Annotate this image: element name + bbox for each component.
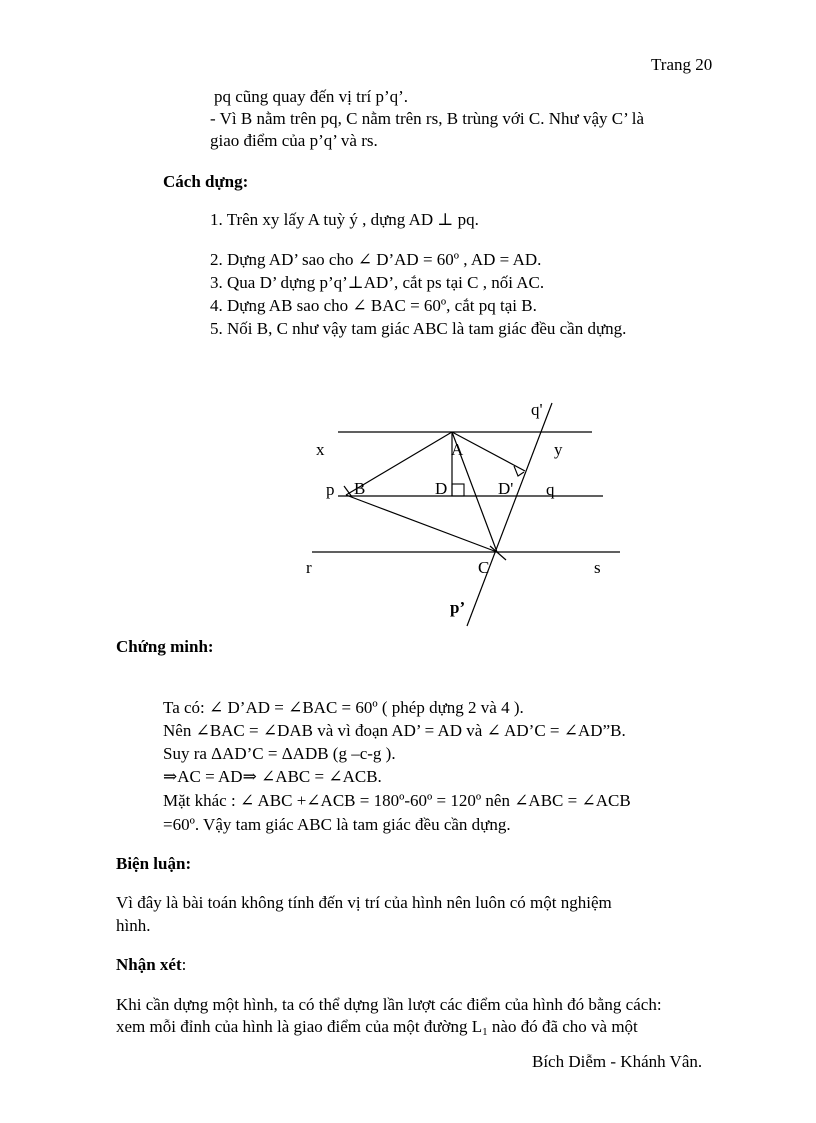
remark-line-2-a: xem mỗi đỉnh của hình là giao điểm của một đường L	[116, 1017, 483, 1036]
label-D: D	[435, 479, 448, 498]
proof-line-6: =60º. Vậy tam giác ABC là tam giác đều cần dựng.	[163, 815, 511, 834]
proof-line-1: Ta có: ∠ D’AD = ∠BAC = 60º ( phép dựng 2 và 4 ).	[163, 698, 524, 717]
label-q: q	[546, 480, 555, 499]
label-p: p	[326, 480, 335, 499]
footer-authors: Bích Diễm - Khánh Vân.	[532, 1052, 703, 1071]
construction-step-5: 5. Nối B, C như vậy tam giác ABC là tam giác đều cần dựng.	[210, 319, 627, 338]
label-C: C	[478, 558, 490, 577]
proof-heading: Chứng minh:	[116, 637, 214, 656]
remark-line-2	[116, 1016, 638, 1043]
remark-heading-text: Nhận xét	[116, 955, 182, 974]
label-x: x	[316, 440, 325, 459]
remark-line-1: Khi cần dựng một hình, ta có thể dựng lần lượt các điểm của hình đó bằng cách:	[116, 995, 662, 1014]
page-number: Trang 20	[651, 55, 713, 74]
construction-step-2: 2. Dựng AD’ sao cho ∠ D’AD = 60º , AD = AD.	[210, 250, 542, 269]
discussion-line-1: Vì đây là bài toán không tính đến vị trí của hình nên luôn có một nghiệm	[116, 893, 612, 912]
construction-step-1: 1. Trên xy lấy A tuỳ ý , dựng AD ⊥ pq.	[210, 210, 479, 229]
intro-line-3: giao điểm của p’q’ và rs.	[210, 131, 378, 150]
proof-line-2: Nên ∠BAC = ∠DAB và vì đoạn AD’ = AD và ∠ AD’C = ∠AD”B.	[163, 721, 626, 740]
right-angle-D	[452, 484, 464, 496]
label-p-prime: p’	[450, 598, 466, 617]
remark-line-2-b: nào đó đã cho và một	[487, 1017, 638, 1036]
segment-BC	[346, 495, 497, 552]
label-A: A	[451, 440, 464, 459]
label-r: r	[306, 558, 312, 577]
proof-line-3: Suy ra ΔAD’C = ΔADB (g –c-g ).	[163, 744, 396, 763]
construction-step-3: 3. Qua D’ dựng p’q’⊥AD’, cắt ps tại C , nối AC.	[210, 273, 545, 292]
line-p-prime-q-prime	[467, 403, 552, 626]
label-D-prime: D'	[498, 479, 514, 498]
remark-heading	[116, 954, 186, 976]
label-q-prime: q'	[531, 400, 543, 419]
proof-line-5: Mặt khác : ∠ ABC +∠ACB = 180º-60º = 120º nên ∠ABC = ∠ACB	[163, 791, 631, 810]
discussion-heading: Biện luận:	[116, 854, 192, 873]
construction-heading: Cách dựng:	[163, 172, 249, 191]
label-B: B	[354, 479, 366, 498]
discussion-line-2: hình.	[116, 916, 151, 935]
construction-step-4: 4. Dựng AB sao cho ∠ BAC = 60º, cắt pq tại B.	[210, 296, 537, 315]
intro-line-2: - Vì B nằm trên pq, C nằm trên rs, B trùng với C. Như vậy C’ là	[210, 109, 645, 128]
intro-line-1: pq cũng quay đến vị trí p’q’.	[214, 87, 409, 106]
remark-line-2-sub: 1	[482, 1026, 488, 1038]
remark-heading-colon: :	[181, 955, 187, 974]
proof-line-4: ⇒AC = AD⇒ ∠ABC = ∠ACB.	[163, 767, 382, 786]
label-s: s	[594, 558, 601, 577]
label-y: y	[554, 440, 563, 459]
